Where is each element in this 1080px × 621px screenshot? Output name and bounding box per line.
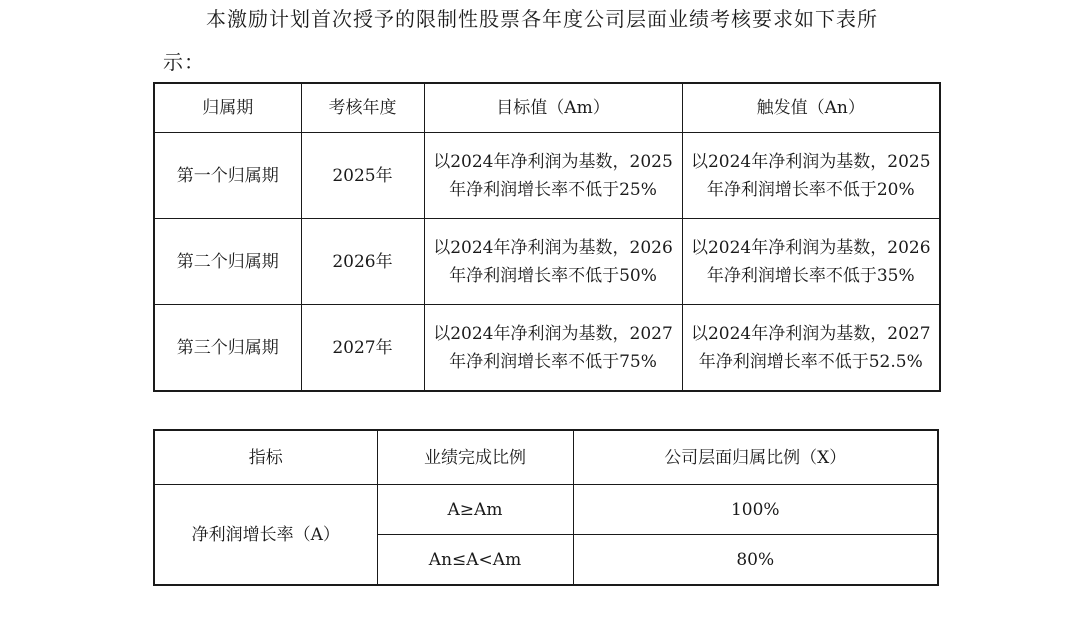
cell-completion-condition: An≤A<Am <box>377 535 573 586</box>
cell-target-value: 以2024年净利润为基数，2026年净利润增长率不低于50% <box>424 219 682 305</box>
header-vesting-period: 归属期 <box>154 83 301 133</box>
cell-trigger-value: 以2024年净利润为基数，2027年净利润增长率不低于52.5% <box>682 305 940 392</box>
header-target-value: 目标值（Am） <box>424 83 682 133</box>
assessment-target-table <box>153 82 941 392</box>
cell-vesting-period: 第二个归属期 <box>154 219 301 305</box>
cell-indicator: 净利润增长率（A） <box>154 485 377 586</box>
cell-target-value: 以2024年净利润为基数，2027年净利润增长率不低于75% <box>424 305 682 392</box>
table-row <box>154 219 940 305</box>
cell-vesting-ratio: 80% <box>573 535 938 586</box>
table-row <box>154 485 938 535</box>
header-assessment-year: 考核年度 <box>301 83 424 133</box>
cell-target-value: 以2024年净利润为基数，2025年净利润增长率不低于25% <box>424 133 682 219</box>
cell-vesting-period: 第一个归属期 <box>154 133 301 219</box>
intro-text-line-1: 本激励计划首次授予的限制性股票各年度公司层面业绩考核要求如下表所 <box>206 7 878 31</box>
cell-vesting-ratio: 100% <box>573 485 938 535</box>
table-header-row <box>154 430 938 485</box>
intro-text-line-2: 示： <box>163 50 205 74</box>
table-row <box>154 305 940 392</box>
vesting-ratio-table <box>153 429 939 586</box>
header-company-vesting-ratio: 公司层面归属比例（X） <box>573 430 938 485</box>
header-trigger-value: 触发值（An） <box>682 83 940 133</box>
table-header-row <box>154 83 940 133</box>
cell-trigger-value: 以2024年净利润为基数，2026年净利润增长率不低于35% <box>682 219 940 305</box>
cell-trigger-value: 以2024年净利润为基数，2025年净利润增长率不低于20% <box>682 133 940 219</box>
cell-completion-condition: A≥Am <box>377 485 573 535</box>
header-indicator: 指标 <box>154 430 377 485</box>
cell-assessment-year: 2026年 <box>301 219 424 305</box>
cell-vesting-period: 第三个归属期 <box>154 305 301 392</box>
cell-assessment-year: 2025年 <box>301 133 424 219</box>
table-row <box>154 133 940 219</box>
cell-assessment-year: 2027年 <box>301 305 424 392</box>
header-completion-ratio: 业绩完成比例 <box>377 430 573 485</box>
